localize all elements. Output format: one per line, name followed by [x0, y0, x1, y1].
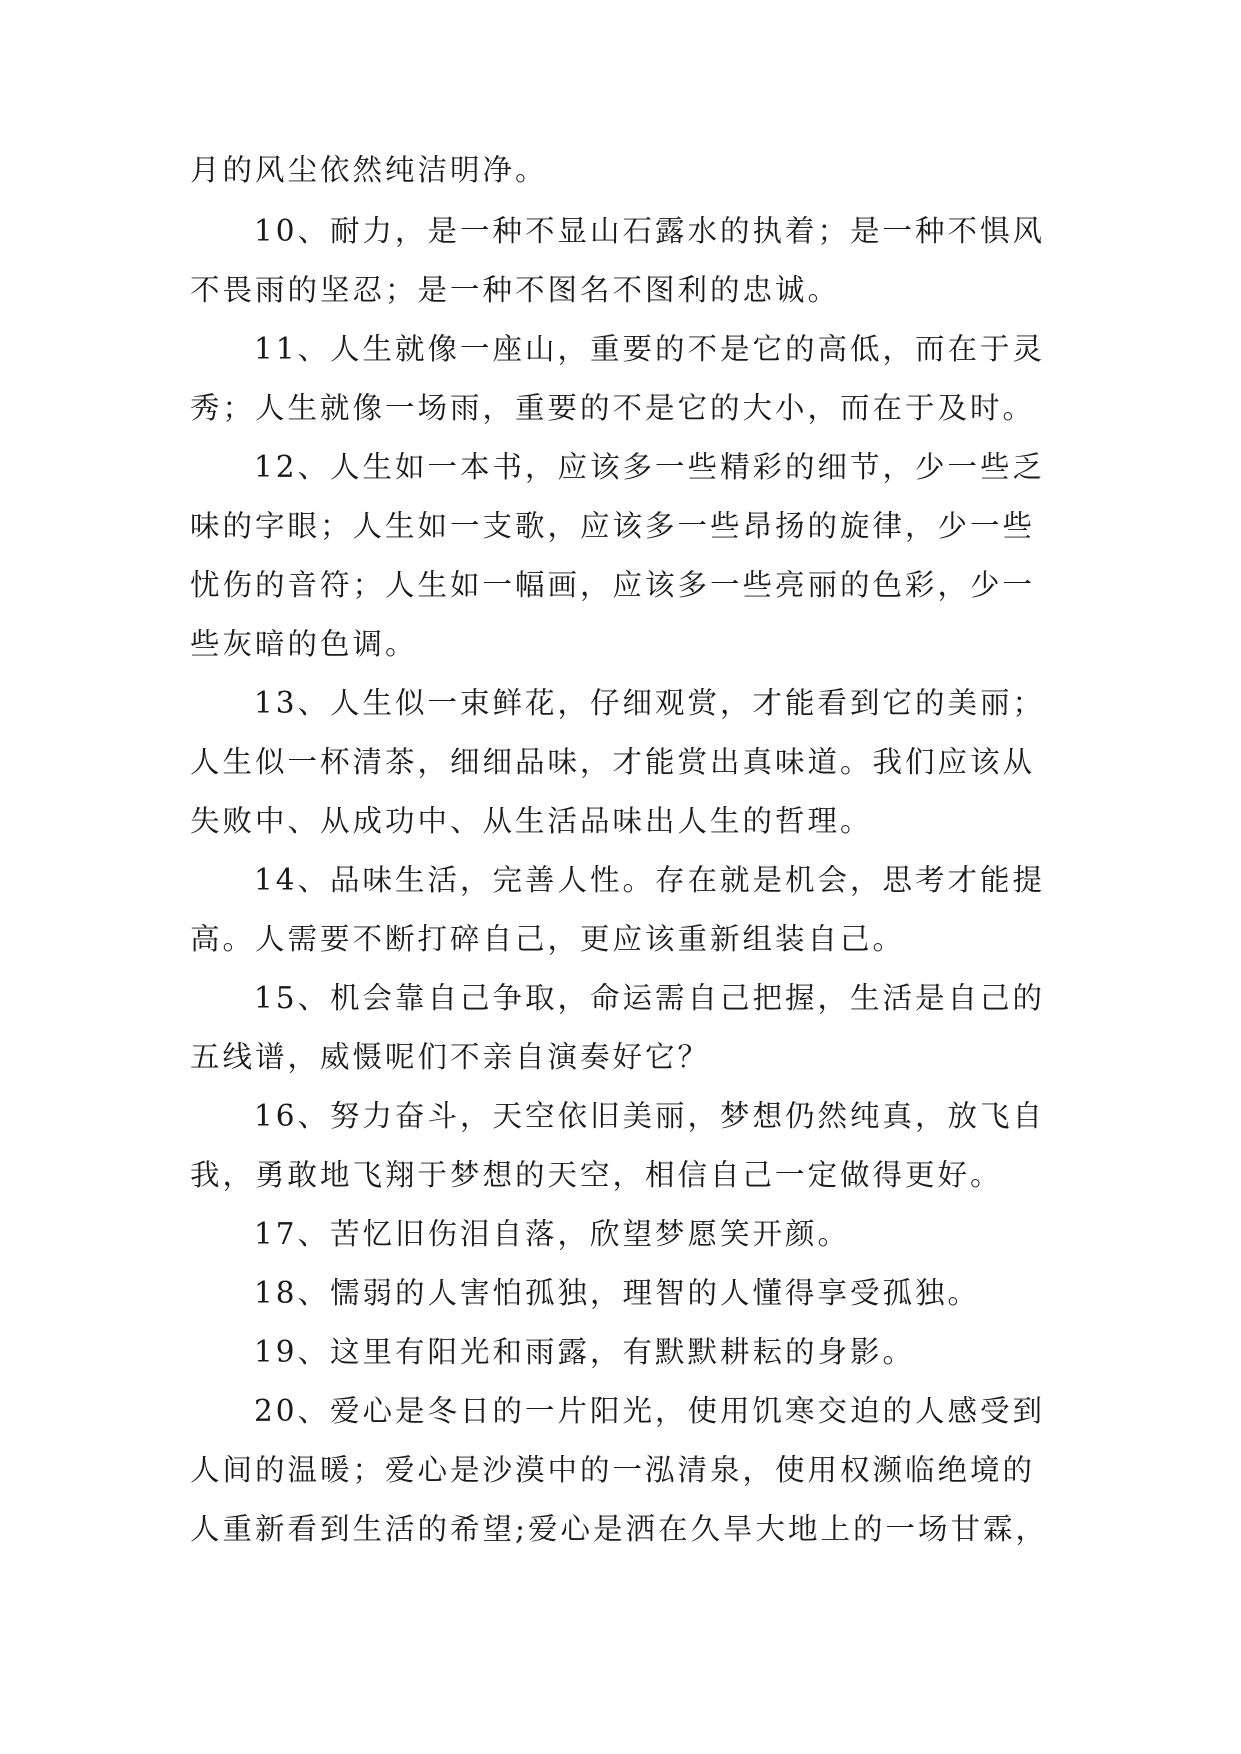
- text-line: 不畏雨的坚忍；是一种不图名不图利的忠诚。: [190, 273, 841, 307]
- text-line: 味的字眼；人生如一支歌，应该多一些昂扬的旋律，少一些: [190, 509, 1036, 543]
- text-line: 忧伤的音符；人生如一幅画，应该多一些亮丽的色彩，少一: [190, 568, 1036, 602]
- text-line: 人间的温暖；爱心是沙漠中的一泓清泉，使用权濒临绝境的: [190, 1453, 1036, 1487]
- paragraph-line: 10、耐力，是一种不显山石露水的执着；是一种不惧风: [254, 214, 1046, 248]
- text-line: 些灰暗的色调。: [190, 627, 418, 661]
- text-line: 我，勇敢地飞翔于梦想的天空，相信自己一定做得更好。: [190, 1158, 1003, 1192]
- text-line: 月的风尘依然纯洁明净。: [190, 153, 548, 187]
- text-line: 高。人需要不断打碎自己，更应该重新组装自己。: [190, 922, 906, 956]
- paragraph-line: 11、人生就像一座山，重要的不是它的高低，而在于灵: [254, 332, 1046, 366]
- paragraph-line: 14、品味生活，完善人性。存在就是机会，思考才能提: [254, 863, 1046, 897]
- text-line: 人重新看到生活的希望;爱心是洒在久旱大地上的一场甘霖，: [190, 1512, 1048, 1546]
- paragraph-line: 20、爱心是冬日的一片阳光，使用饥寒交迫的人感受到: [254, 1394, 1046, 1428]
- paragraph-line: 17、苦忆旧伤泪自落，欣望梦愿笑开颜。: [254, 1217, 851, 1251]
- paragraph-line: 12、人生如一本书，应该多一些精彩的细节，少一些乏: [254, 450, 1046, 484]
- paragraph-line: 13、人生似一束鲜花，仔细观赏，才能看到它的美丽；: [254, 686, 1046, 720]
- text-line: 人生似一杯清茶，细细品味，才能赏出真味道。我们应该从: [190, 745, 1036, 779]
- paragraph-line: 16、努力奋斗，天空依旧美丽，梦想仍然纯真，放飞自: [254, 1099, 1046, 1133]
- paragraph-line: 15、机会靠自己争取，命运需自己把握，生活是自己的: [254, 981, 1046, 1015]
- paragraph-line: 18、懦弱的人害怕孤独，理智的人懂得享受孤独。: [254, 1276, 981, 1310]
- paragraph-line: 19、这里有阳光和雨露，有默默耕耘的身影。: [254, 1335, 916, 1369]
- text-line: 秀；人生就像一场雨，重要的不是它的大小，而在于及时。: [190, 391, 1036, 425]
- text-line: 五线谱，威慑呢们不亲自演奏好它？: [190, 1040, 711, 1074]
- text-line: 失败中、从成功中、从生活品味出人生的哲理。: [190, 804, 873, 838]
